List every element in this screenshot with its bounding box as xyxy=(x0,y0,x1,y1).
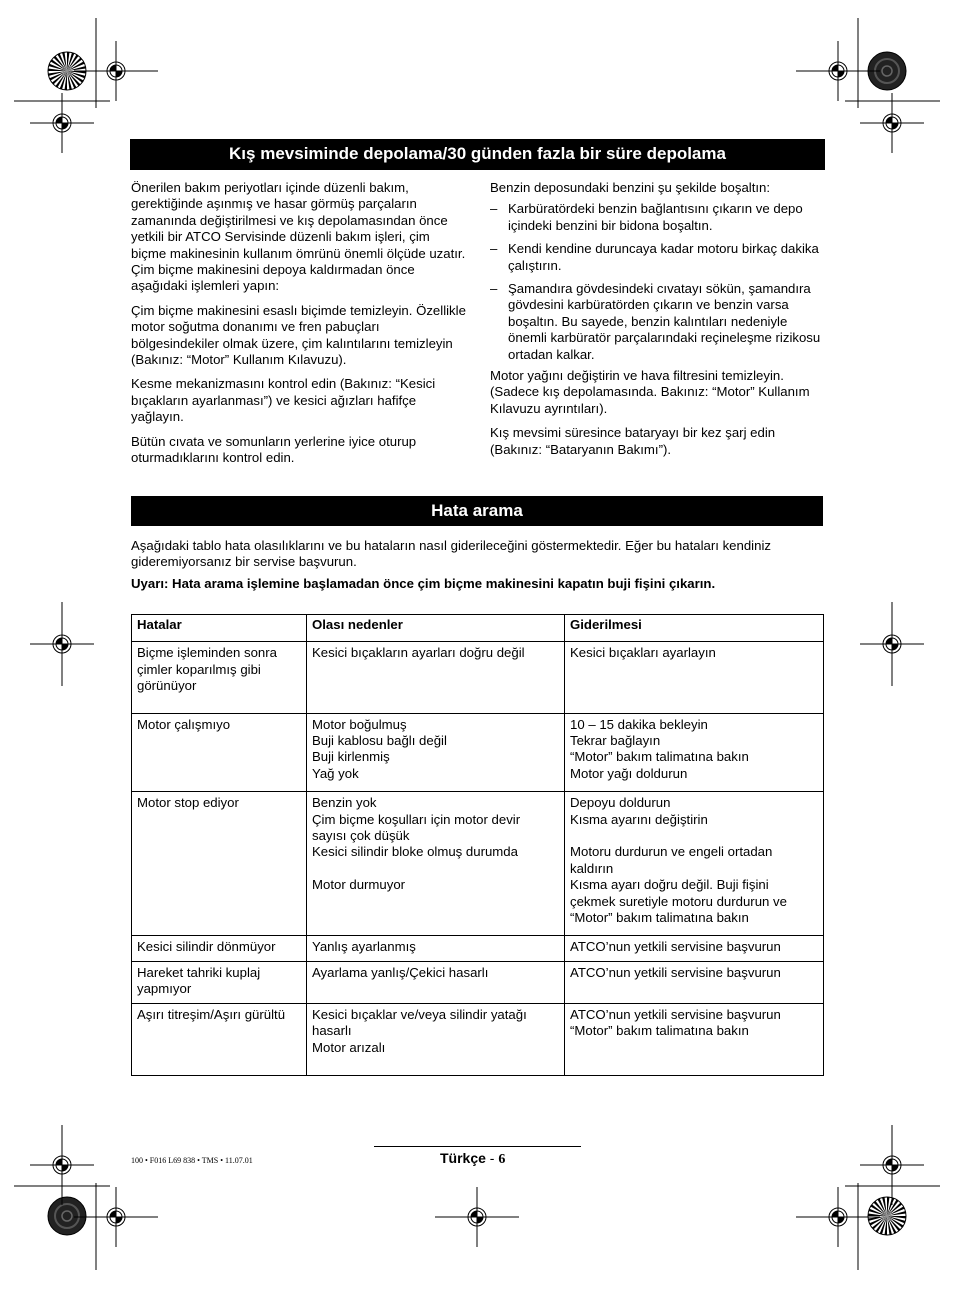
cell-line: çimler koparılmış gibi xyxy=(137,661,261,677)
column-header-causes: Olası nedenler xyxy=(307,615,565,642)
table-row xyxy=(132,642,824,713)
dash-bullet: – xyxy=(490,201,498,217)
cause-cell xyxy=(307,713,565,792)
dash-bullet: – xyxy=(490,241,498,257)
cell-line: Kesici silindir dönmüyor xyxy=(137,939,276,955)
list-item-text: Şamandıra gövdesindeki cıvatayı sökün, şamandıra gövdesini karbüratörden çıkarın ve benzin varsa boşaltın. Bu sayede, benzin kalıntıları nedeniyle önemli karbüratör parçalarındaki reçineleşme rizikosu ortadan kalkar. xyxy=(508,281,821,362)
section-troubleshooting-title-bar xyxy=(131,496,823,526)
fault-cell xyxy=(132,792,307,936)
cell-line: Motor boğulmuş xyxy=(312,716,407,732)
footer-rule xyxy=(374,1146,581,1147)
table-row xyxy=(132,792,824,936)
remedy-cell xyxy=(565,936,824,961)
storage-right-column xyxy=(490,180,823,466)
section-troubleshooting-title: Hata arama xyxy=(431,501,523,520)
cell-line: 10 – 15 dakika bekleyin xyxy=(570,716,708,732)
warning-paragraph: Uyarı: Hata arama işlemine başlamadan önce çim biçme makinesini kapatın buji fişini çıkarın. xyxy=(131,575,716,591)
list-item-text: Kendi kendine duruncaya kadar motoru birkaç dakika çalıştırın. xyxy=(508,241,819,273)
cause-cell xyxy=(307,792,565,936)
dash-bullet: – xyxy=(490,281,498,297)
troubleshooting-table xyxy=(131,614,824,1076)
cell-line: yapmıyor xyxy=(137,981,192,997)
fault-cell xyxy=(132,642,307,713)
cell-line: Çim biçme koşulları için motor devir xyxy=(312,811,521,827)
fault-cell xyxy=(132,961,307,1003)
section-storage-title: Kış mevsiminde depolama/30 günden fazla bir süre depolama xyxy=(229,144,726,163)
cell-line: ATCO’nun yetkili servisine başvurun xyxy=(570,964,781,980)
list-item-text: Karbüratördeki benzin bağlantısını çıkarın ve depo içindeki benzini bir bidona boşaltın. xyxy=(508,201,803,233)
cell-line: Yanlış ayarlanmış xyxy=(312,939,416,955)
cell-line: Kesici bıçakların ayarları doğru değil xyxy=(312,645,525,661)
paragraph: Kesme mekanizmasını kontrol edin (Bakınız: “Kesici bıçakların ayarlanması”) ve kesici ağızları hafifçe yağlayın. xyxy=(131,376,436,425)
cause-cell xyxy=(307,961,565,1003)
table-row xyxy=(132,1003,824,1075)
remedy-cell xyxy=(565,1003,824,1075)
cell-line: “Motor” bakım talimatına bakın xyxy=(570,1023,749,1039)
list-item xyxy=(490,281,823,363)
remedy-cell xyxy=(565,713,824,792)
footer-page-number: 6 xyxy=(498,1152,506,1167)
cell-line: Buji kirlenmiş xyxy=(312,749,390,765)
cause-cell xyxy=(307,936,565,961)
remedy-cell xyxy=(565,961,824,1003)
cell-line: Yağ yok xyxy=(312,765,359,781)
cell-line: sayısı çok düşük xyxy=(312,828,410,844)
table-row xyxy=(132,713,824,792)
paragraph: Benzin deposundaki benzini şu şekilde boşaltın: xyxy=(490,180,771,195)
troubleshooting-intro xyxy=(131,538,823,597)
table-row xyxy=(132,961,824,1003)
cell-line: Ayarlama yanlış/Çekici hasarlı xyxy=(312,964,489,980)
cause-cell xyxy=(307,642,565,713)
cell-line: Hareket tahriki kuplaj xyxy=(137,964,261,980)
cell-line: Motor durmuyor xyxy=(312,877,406,893)
cell-line: Motor stop ediyor xyxy=(137,795,239,811)
cell-line: “Motor” bakım talimatına bakın xyxy=(570,910,749,926)
cell-line: Aşırı titreşim/Aşırı gürültü xyxy=(137,1006,286,1022)
cell-line: Motor yağı doldurun xyxy=(570,765,688,781)
table-header-row xyxy=(132,615,824,642)
cell-line: Depoyu doldurun xyxy=(570,795,671,811)
cell-line: görünüyor xyxy=(137,678,197,694)
fault-cell xyxy=(132,1003,307,1075)
section-storage-title-bar xyxy=(130,139,825,170)
cell-line: çekmek suretiyle motoru durdurun ve xyxy=(570,893,787,909)
cell-line: “Motor” bakım talimatına bakın xyxy=(570,749,749,765)
column-header-faults: Hatalar xyxy=(132,615,307,642)
cell-line: hasarlı xyxy=(312,1023,352,1039)
list-item xyxy=(490,201,823,234)
cell-line: Motor arızalı xyxy=(312,1039,386,1055)
paragraph: Kış mevsimi süresince bataryayı bir kez şarj edin (Bakınız: “Bataryanın Bakımı”). xyxy=(490,425,776,457)
fault-cell xyxy=(132,936,307,961)
paragraph: Bütün cıvata ve somunların yerlerine iyice oturup oturmadıklarını kontrol edin. xyxy=(131,433,417,466)
footer-language: Türkçe xyxy=(440,1150,486,1166)
cell-line: Tekrar bağlayın xyxy=(570,733,661,749)
footer-separator: - xyxy=(485,1150,499,1166)
paragraph: Çim biçme makinesini esaslı biçimde temizleyin. Özellikle motor soğutma donanımı ve fren pabuçları bölgesindekiler olmak üzere, çim kalıntılarını temizleyin (Bakınız: “Motor” Kullanım Kılavuzu). xyxy=(131,302,466,368)
remedy-cell xyxy=(565,642,824,713)
column-header-remedy: Giderilmesi xyxy=(565,615,824,642)
cell-line: Kesici bıçakları ayarlayın xyxy=(570,645,716,661)
cell-line xyxy=(312,861,559,877)
footer-print-code: 100 • F016 L69 838 • TMS • 11.07.01 xyxy=(131,1156,253,1165)
cell-line: kaldırın xyxy=(570,860,614,876)
storage-left-column xyxy=(131,180,468,475)
cell-line: Kesici bıçaklar ve/veya silindir yatağı xyxy=(312,1006,527,1022)
cell-line: ATCO’nun yetkili servisine başvurun xyxy=(570,939,781,955)
cell-line: Kesici silindir bloke olmuş durumda xyxy=(312,844,518,860)
cell-line: Kısma ayarı doğru değil. Buji fişini xyxy=(570,877,769,893)
cell-line: Benzin yok xyxy=(312,795,377,811)
table-row xyxy=(132,936,824,961)
cell-line xyxy=(570,828,818,844)
cause-cell xyxy=(307,1003,565,1075)
list-item xyxy=(490,241,823,274)
cell-line: Motoru durdurun ve engeli ortadan xyxy=(570,844,773,860)
paragraph: Önerilen bakım periyotları içinde düzenli bakım, gerektiğinde aşınmış ve hasar görmüş parçaların zamanında değiştirilmesi ve kış depolamasından önce yetkili bir ATCO Servisinde düzenli bakım işleri, çim biçme makinesinin kullanım ömrünü önemli ölçüde uzatır. Çim biçme makinesini depoya kaldırmadan önce aşağıdaki işlemleri yapın: xyxy=(131,180,466,294)
cell-line: Kısma ayarını değiştirin xyxy=(570,811,708,827)
fault-cell xyxy=(132,713,307,792)
footer-page-label xyxy=(440,1150,505,1168)
cell-line: Biçme işleminden sonra xyxy=(137,645,277,661)
cell-line: Motor çalışmıyo xyxy=(137,716,231,732)
cell-line: ATCO’nun yetkili servisine başvurun xyxy=(570,1006,781,1022)
remedy-cell xyxy=(565,792,824,936)
cell-line: Buji kablosu bağlı değil xyxy=(312,733,447,749)
paragraph: Motor yağını değiştirin ve hava filtresini temizleyin. (Sadece kış depolamasında. Bakınız: “Motor” Kullanım Kılavuzu ayrıntıları). xyxy=(490,368,810,416)
intro-paragraph: Aşağıdaki tablo hata olasılıklarını ve bu hataların nasıl giderileceğini göstermektedir. Eğer bu hataları kendiniz gideremiyorsanız bir servise başvurun. xyxy=(131,538,771,570)
